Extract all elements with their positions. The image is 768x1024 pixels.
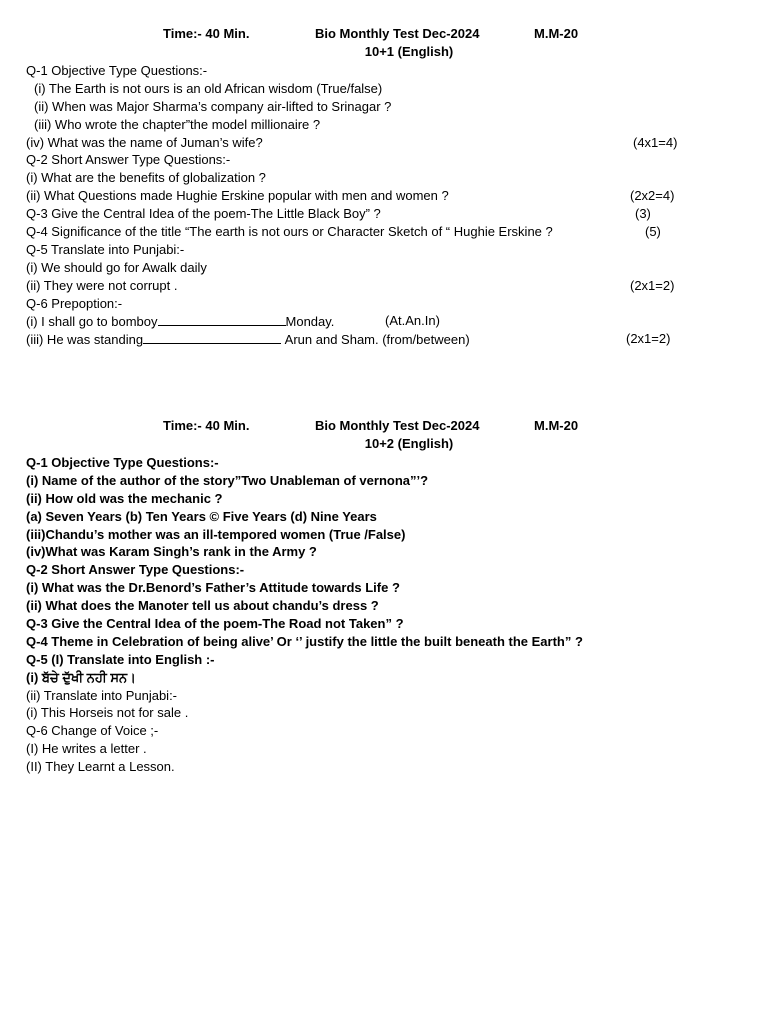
q3: Q-3 Give the Central Idea of the poem-The Road not Taken” ? [26, 616, 404, 632]
q5-marks: (2x1=2) [630, 277, 675, 293]
class-title: 10+2 (English) [364, 436, 454, 451]
q1-title: Q-1 Objective Type Questions:- [26, 455, 219, 470]
q6-title: Q-6 Prepoption:- [26, 295, 123, 311]
q5-ii: (ii) They were not corrupt . [26, 277, 178, 293]
q5-i: (i) We should go for Awalk daily [26, 259, 207, 275]
paper-10plus1 [0, 26, 768, 348]
q6-marks: (2x1=2) [626, 331, 671, 347]
q6-II: (II) They Learnt a Lesson. [26, 759, 175, 775]
q5-i-punjabi: (i) ਬੱਚੇ ਦੁੱਖੀ ਨਹੀ ਸਨ। [26, 669, 136, 685]
q6-iii-blank [143, 330, 281, 344]
paper-header [0, 26, 768, 44]
q1-ii: (ii) When was Major Sharma’s company air-lifted to Srinagar ? [34, 98, 392, 114]
question-list [0, 62, 768, 348]
q6-I: (I) He writes a letter . [26, 741, 147, 757]
q6-i-blank [158, 312, 286, 326]
q1-i: (i) Name of the author of the story”Two Unableman of vernona”’? [26, 472, 429, 488]
class-title: 10+1 (English) [364, 44, 454, 59]
paper-10plus2 [0, 418, 768, 776]
q1-ii: (ii) How old was the mechanic ? [26, 490, 223, 506]
q6-i-options: (At.An.In) [385, 313, 440, 329]
test-title: Bio Monthly Test Dec-2024 [315, 418, 480, 433]
time-label: Time:- 40 Min. [163, 418, 250, 433]
question-list [0, 454, 768, 776]
q1-i: (i) The Earth is not ours is an old African wisdom (True/false) [34, 80, 383, 96]
q1-iii: (iii)Chandu’s mother was an ill-tempored women (True /False) [26, 526, 406, 542]
q1-marks: (4x1=4) [633, 134, 678, 150]
q2-i: (i) What was the Dr.Benord’s Father’s Attitude towards Life ? [26, 580, 400, 596]
q4: Q-4 Theme in Celebration of being alive’ Or ‘’ justify the little the built beneath the Earth” ? [26, 633, 583, 649]
q2-marks: (2x2=4) [630, 188, 675, 204]
q4-marks: (5) [645, 224, 661, 240]
q6-iii-end: Arun and Sham. (from/between) [284, 332, 470, 348]
q5-title: Q-5 Translate into Punjabi:- [26, 241, 185, 257]
paper-header [0, 418, 768, 436]
q6-i-end: Monday. [285, 314, 335, 330]
q1-ii-options: (a) Seven Years (b) Ten Years © Five Years (d) Nine Years [26, 508, 377, 524]
q2-title: Q-2 Short Answer Type Questions:- [26, 562, 245, 578]
q1-title: Q-1 Objective Type Questions:- [26, 63, 208, 78]
q4: Q-4 Significance of the title “The earth is not ours or Character Sketch of “ Hughie Erskine ? [26, 224, 553, 240]
q2-i: (i) What are the benefits of globalization ? [26, 170, 266, 186]
q6-i-start: (i) I shall go to bomboy [26, 314, 158, 330]
q5-ii-title: (ii) Translate into Punjabi:- [26, 687, 178, 703]
max-marks: M.M-20 [534, 26, 579, 41]
q2-title: Q-2 Short Answer Type Questions:- [26, 152, 231, 168]
q1-iv: (iv) What was the name of Juman’s wife? [26, 134, 263, 150]
q6-iii-start: (iii) He was standing [26, 332, 144, 348]
q3-marks: (3) [635, 206, 651, 222]
max-marks: M.M-20 [534, 418, 579, 433]
test-title: Bio Monthly Test Dec-2024 [315, 26, 480, 41]
time-label: Time:- 40 Min. [163, 26, 250, 41]
q5-ii-i: (i) This Horseis not for sale . [26, 705, 189, 721]
q3: Q-3 Give the Central Idea of the poem-The Little Black Boy” ? [26, 206, 381, 222]
q5-title: Q-5 (I) Translate into English :- [26, 651, 215, 667]
q6-title: Q-6 Change of Voice ;- [26, 723, 159, 739]
q1-iv: (iv)What was Karam Singh’s rank in the Army ? [26, 544, 317, 560]
q2-ii: (ii) What Questions made Hughie Erskine popular with men and women ? [26, 188, 449, 204]
q1-iii: (iii) Who wrote the chapter”the model millionaire ? [34, 116, 321, 132]
q2-ii: (ii) What does the Manoter tell us about chandu’s dress ? [26, 598, 379, 614]
